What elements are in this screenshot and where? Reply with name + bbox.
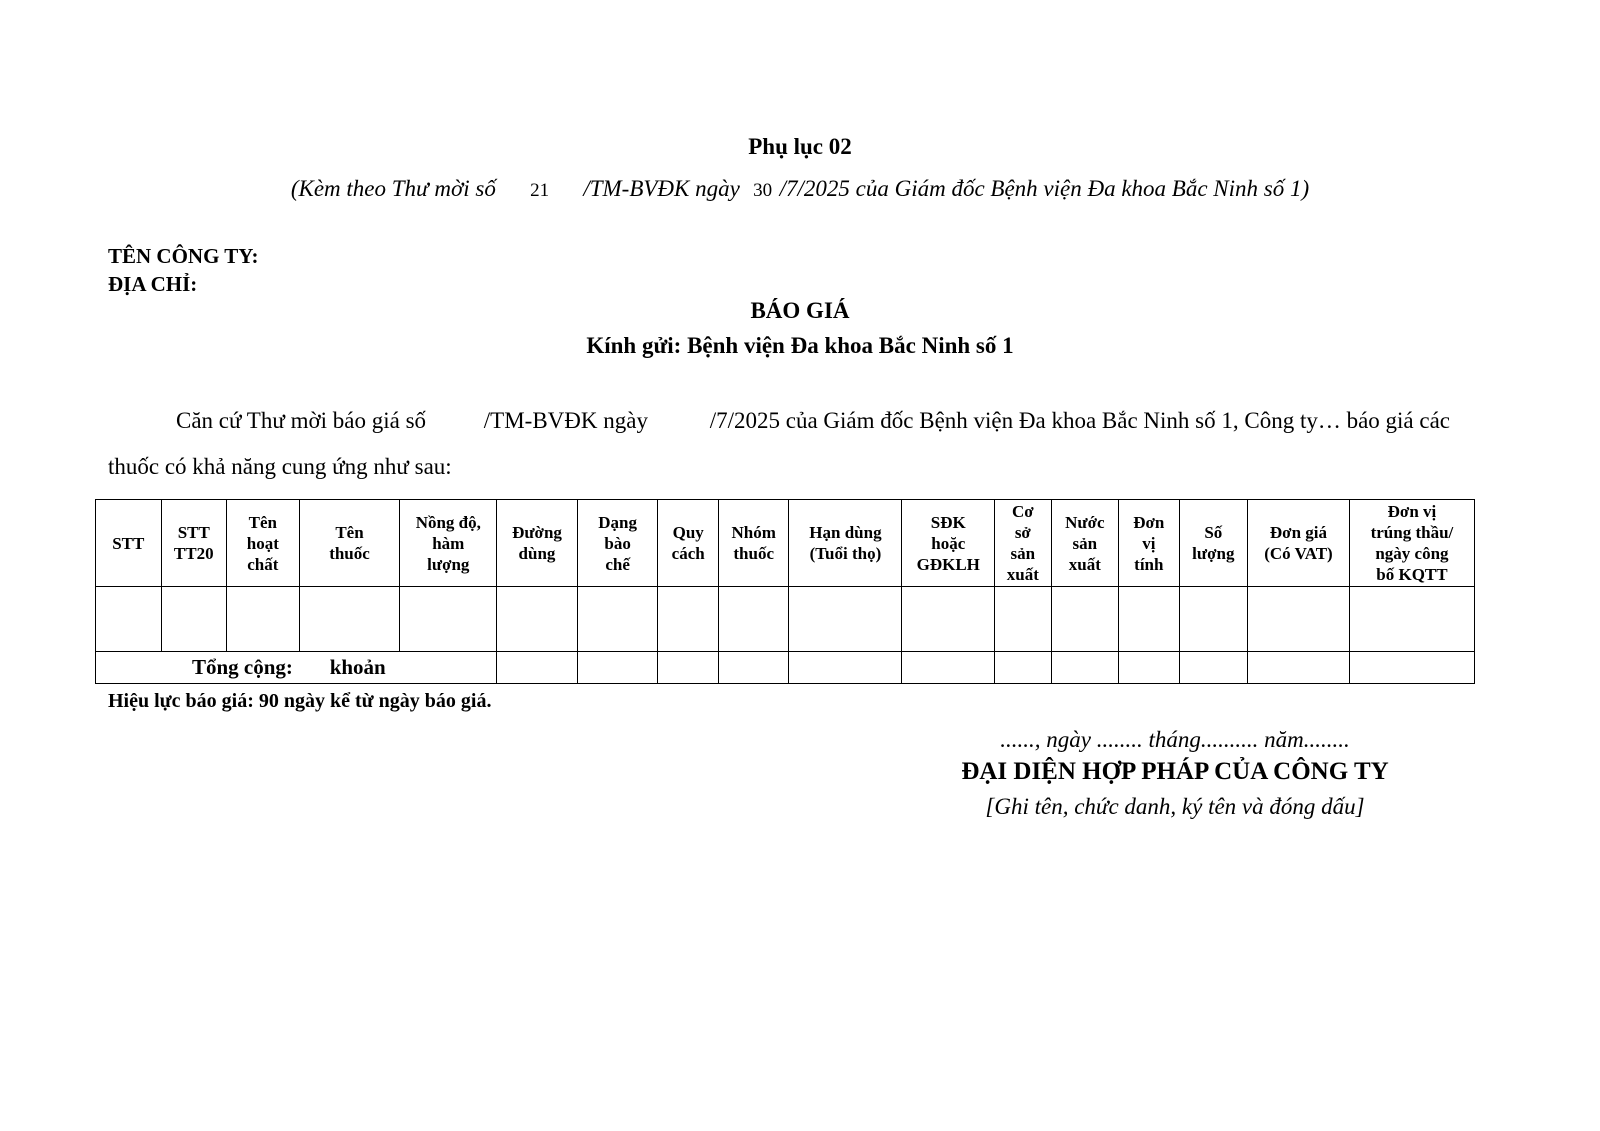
table-cell [1119,652,1179,684]
table-cell [577,587,658,652]
table-row [96,587,1475,652]
quote-table [95,499,1475,684]
table-cell [789,652,902,684]
subtitle-suffix: /7/2025 của Giám đốc Bệnh viện Đa khoa Bắc Ninh số 1) [779,176,1310,201]
table-cell [718,652,789,684]
company-name-label: TÊN CÔNG TY: [108,244,259,268]
header-cell: Tên hoạt chất [227,500,300,587]
subtitle-prefix: (Kèm theo Thư mời số [290,176,496,201]
table-cell [658,652,718,684]
table-cell [658,587,718,652]
header-cell: STT TT20 [161,500,227,587]
table-cell [1051,652,1119,684]
table-cell [1248,652,1350,684]
header-cell: Nhóm thuốc [718,500,789,587]
table-cell [718,587,789,652]
header-cell: Đường dùng [497,500,578,587]
header-cell: SĐK hoặc GĐKLH [902,500,995,587]
invite-number: 21 [530,180,550,201]
intro-part-1: Căn cứ Thư mời báo giá số [176,408,427,433]
table-cell [1179,587,1248,652]
total-row [96,652,1475,684]
header-cell: Nước sản xuất [1051,500,1119,587]
table-cell [789,587,902,652]
header-cell: Đơn vị trúng thầu/ ngày công bố KQTT [1349,500,1474,587]
validity-note: Hiệu lực báo giá: 90 ngày kể từ ngày báo giá. [108,690,492,712]
table-cell [299,587,400,652]
header-cell: Cơ sở sản xuất [995,500,1051,587]
table-cell [96,587,162,652]
intro-part-2: /TM-BVĐK ngày [483,408,648,433]
table-cell [497,587,578,652]
table-cell [1349,587,1474,652]
table-cell [227,587,300,652]
subtitle-middle: /TM-BVĐK ngày [583,176,740,201]
signature-date-line: ......, ngày ........ tháng.......... năm........ [1000,727,1350,752]
table-cell [995,587,1051,652]
table-cell [902,587,995,652]
company-address-label: ĐỊA CHỈ: [108,272,198,296]
header-cell: Số lượng [1179,500,1248,587]
header-cell: Nồng độ, hàm lượng [400,500,497,587]
appendix-title: Phụ lục 02 [748,134,852,159]
quote-title: BÁO GIÁ [750,298,850,323]
header-cell: Quy cách [658,500,718,587]
header-row [96,500,1475,587]
table-cell [400,587,497,652]
total-cell [96,652,497,684]
quote-recipient: Kính gửi: Bệnh viện Đa khoa Bắc Ninh số 1 [586,333,1014,358]
header-cell: Hạn dùng (Tuổi thọ) [789,500,902,587]
table-cell [1119,587,1179,652]
total-label: Tổng cộng: [192,655,293,679]
table-cell [497,652,578,684]
signature-note: [Ghi tên, chức danh, ký tên và đóng dấu] [985,794,1365,819]
table-cell [1179,652,1248,684]
total-unit: khoản [329,655,386,679]
table-cell [1051,587,1119,652]
intro-paragraph [108,398,1473,490]
table-cell [902,652,995,684]
header-cell: Dạng bào chế [577,500,658,587]
appendix-subtitle [0,176,1600,202]
intro-part-3: /7/2025 của Giám đốc Bệnh viện Đa khoa Bắc Ninh số 1, Công ty… báo giá các thuốc có khả năng cung ứng như sau: [108,408,1451,479]
signature-representative: ĐẠI DIỆN HỢP PHÁP CỦA CÔNG TY [961,758,1389,785]
table-cell [1248,587,1350,652]
table-cell [577,652,658,684]
header-cell: Tên thuốc [299,500,400,587]
table-cell [1349,652,1474,684]
table-cell [995,652,1051,684]
invite-day: 30 [753,180,773,201]
table-cell [161,587,227,652]
header-cell: Đơn vị tính [1119,500,1179,587]
header-cell: STT [96,500,162,587]
header-cell: Đơn giá (Có VAT) [1248,500,1350,587]
